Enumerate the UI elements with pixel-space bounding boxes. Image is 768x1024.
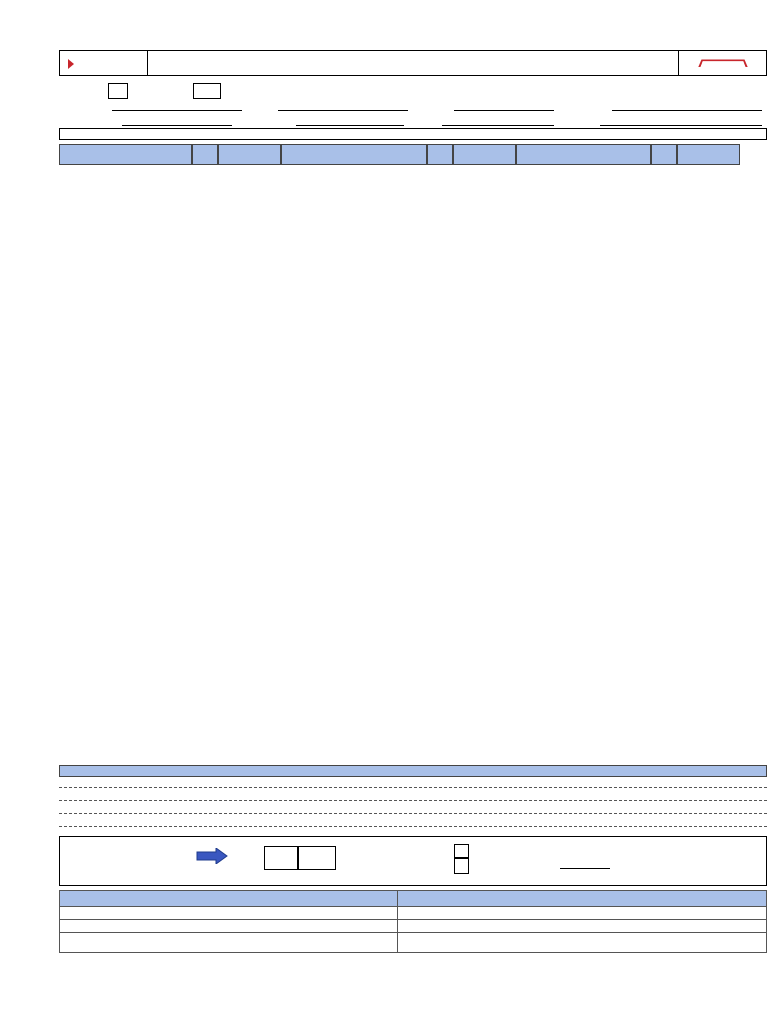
descripcion-header [59,144,192,165]
no-checkbox[interactable] [298,846,336,870]
obs-line[interactable] [59,787,767,788]
obs-line[interactable] [59,800,767,801]
descripcion-header [516,144,651,165]
anio-field[interactable] [612,110,762,111]
tiene-header [427,144,453,165]
fecha-field[interactable] [60,920,398,933]
retiro-checkbox[interactable] [454,858,469,874]
responsable-header [398,891,767,907]
sub-contrata-checkbox[interactable] [193,83,221,99]
tiene-header [192,144,218,165]
descripcion-header [281,144,427,165]
codigo-field[interactable] [600,125,762,126]
obs-line[interactable] [59,826,767,827]
nombre-field[interactable] [398,907,767,920]
document-header [59,50,767,76]
estado-header [218,144,281,165]
modelo-field[interactable] [454,110,554,111]
arrow-right-icon [196,848,228,864]
estado-header [677,144,740,165]
marca-field[interactable] [278,110,408,111]
osp-checkbox[interactable] [108,83,128,99]
placa-field[interactable] [442,125,554,126]
ejecutado-por-field[interactable] [60,907,398,920]
intersur-logo [60,51,148,75]
legend-bar [59,128,767,140]
ingreso-checkbox[interactable] [454,844,469,858]
fecha-field[interactable] [398,920,767,933]
obs-line[interactable] [59,813,767,814]
kilometraje-field[interactable] [296,125,404,126]
taller-header [60,891,398,907]
tiene-header [651,144,677,165]
estado-header [453,144,516,165]
observaciones-header [59,765,767,777]
autorizacion-section [59,836,767,886]
equipo-field[interactable] [112,110,242,111]
roof-icon [698,59,747,67]
firma-field[interactable] [60,933,398,953]
surperu-logo [678,51,766,75]
firmas-table [59,890,767,953]
firma-field[interactable] [398,933,767,953]
horometro-field[interactable] [122,125,232,126]
si-checkbox[interactable] [264,846,298,870]
page-title [148,51,678,75]
hora-inicial-field[interactable] [560,868,610,869]
intersur-mark-icon [68,57,78,69]
